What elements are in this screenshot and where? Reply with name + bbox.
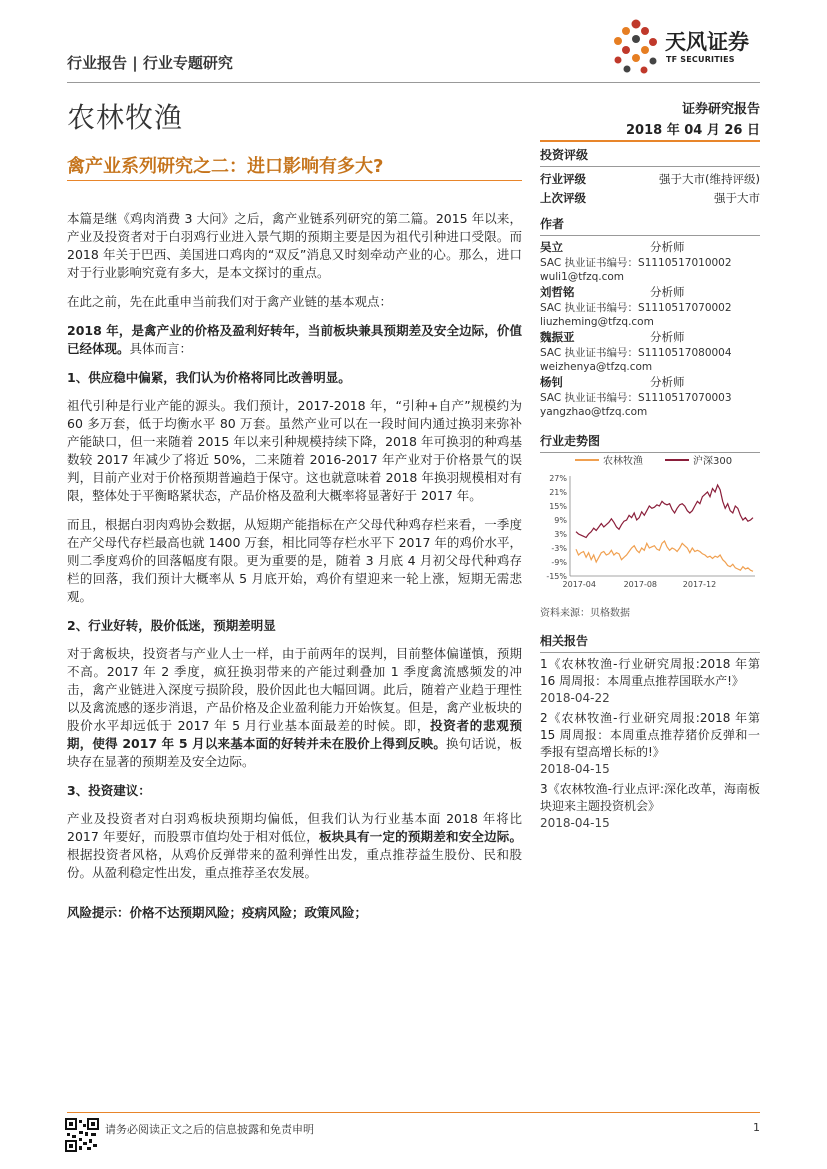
- core-view-bold: 2018 年，是禽产业的价格及盈利好转年，当前板块兼具预期差及安全边际，价值已经体现。: [67, 323, 522, 356]
- paragraph-lead: 在此之前，先在此重申当前我们对于禽产业链的基本观点：: [67, 294, 393, 309]
- rating-head: 投资评级: [540, 146, 760, 167]
- paragraph-supply: 祖代引种是行业产能的源头。我们预计，2017-2018 年，“引种+自产”规模约为 60 多万套，低于均衡水平 80 万套。虽然产业可以在一段时间内通过换羽来弥补产能缺口，但一来随着 2015 年以来引种规模持续下降，2018 年可换羽的种鸡基数较 2017 年减少了将近 50%，二来随着 2016-2017 年产业对于价格景气的误判，目前产业对于价格预期普遍趋于保守。这也就意味着 2018 年换羽规模相对有限，整体处于平衡略紧状态，产品价格及盈利大概率将显著好于 2017 年。: [67, 398, 522, 503]
- paragraph-capacity: 而且，根据白羽肉鸡协会数据，从短期产能指标在产父母代种鸡存栏来看，一季度在产父母代存栏最高也就 1400 万套，相比同等存栏水平下 2017 年的鸡价水平，则二季度鸡价的回落幅度有限。更为重要的是，随着 3 月底 4 月初父母代种鸡存栏的回落，我们预计大概率从 5 月底开始，鸡价有望迎来一轮上涨，短期无需悲观。: [67, 517, 522, 604]
- related-report-item[interactable]: [540, 656, 760, 707]
- author-entry: [540, 374, 760, 419]
- section-heading-2: 2、行业好转，股价低迷，预期差明显: [67, 618, 276, 633]
- footer-disclaimer: 请务必阅读正文之后的信息披露和免责申明: [105, 1123, 314, 1136]
- page-number: 1: [753, 1121, 760, 1134]
- related-reports: [540, 632, 760, 832]
- related-report-date: 2018-04-15: [540, 816, 610, 830]
- report-type: 证券研究报告: [681, 102, 760, 117]
- footer-divider: [67, 1112, 760, 1113]
- related-report-title[interactable]: 2《农林牧渔-行业研究周报:2018 年第 15 周周报：本周重点推荐猪价反弹和一季报有望高增长标的!》: [540, 711, 760, 759]
- legend-label: 沪深300: [693, 456, 733, 467]
- section-heading-1: 1、供应稳中偏紧，我们认为价格将同比改善明显。: [67, 370, 351, 385]
- trend-head: 行业走势图: [540, 432, 760, 453]
- rating-row: [540, 170, 760, 189]
- related-report-title[interactable]: 1《农林牧渔-行业研究周报:2018 年第 16 周周报：本周重点推荐国联水产!》: [540, 657, 760, 688]
- related-report-item[interactable]: [540, 710, 760, 778]
- x-tick-label: 2017-12: [682, 580, 717, 589]
- paragraph-core-view: [67, 322, 522, 358]
- related-report-item[interactable]: [540, 781, 760, 832]
- author-name: 刘哲铭: [540, 285, 575, 299]
- recommendation-text-a: 产业及投资者对白羽鸡板块预期均偏低，但我们认为行业基本面 2018 年将比 2017 年要好，而股票市值均处于相对低位，: [67, 811, 522, 844]
- trend-chart: [540, 450, 760, 600]
- author-entry: [540, 284, 760, 329]
- author-role: 分析师: [650, 285, 685, 299]
- author-sac: SAC 执业证书编号：S1110517070002: [540, 302, 732, 314]
- risk-warning: 风险提示：价格不达预期风险；疫病风险；政策风险；: [67, 905, 368, 920]
- rating-block: [540, 146, 760, 208]
- chart-source: 资料来源：贝格数据: [540, 608, 630, 619]
- y-tick-label: 15%: [549, 502, 567, 511]
- rating-value: 强于大市: [714, 191, 760, 205]
- series-line: [576, 485, 753, 538]
- y-tick-label: -3%: [551, 544, 567, 553]
- y-tick-label: 3%: [554, 530, 567, 539]
- rating-key: 行业评级: [540, 172, 586, 186]
- author-email[interactable]: weizhenya@tfzq.com: [540, 361, 653, 373]
- qr-code-icon: [65, 1118, 99, 1152]
- report-tag: 行业报告 | 行业专题研究: [67, 54, 233, 72]
- author-role: 分析师: [650, 375, 685, 389]
- core-view-tail: 具体而言：: [129, 341, 193, 356]
- legend-label: 农林牧渔: [603, 456, 643, 467]
- paragraph-intro: 本篇是继《鸡肉消费 3 大问》之后，禽产业链系列研究的第二篇。2015 年以来，产业及投资者对于白羽鸡行业进入景气期的预期主要是因为祖代引种进口受限。而 2018 年关于巴西、美国进口鸡肉的“双反”消息又时刻牵动产业的心。那么，进口对于行业影响究竟有多大，是本文探讨的重点。: [67, 211, 522, 280]
- logo-name-cn: 天风证券: [665, 30, 749, 54]
- report-title: 禽产业系列研究之二：进口影响有多大?: [67, 156, 384, 177]
- x-tick-label: 2017-08: [623, 580, 658, 589]
- author-email[interactable]: liuzheming@tfzq.com: [540, 316, 654, 328]
- author-sac: SAC 执业证书编号：S1110517080004: [540, 347, 732, 359]
- report-date: 2018 年 04 月 26 日: [626, 123, 760, 138]
- sidebar-accent-bar: [540, 140, 760, 142]
- rating-value: 强于大市(维持评级): [659, 172, 760, 186]
- author-entry: [540, 239, 760, 284]
- expectation-text-a: 对于禽板块，投资者与产业人士一样，由于前两年的误判，目前整体偏谨慎，预期不高。2017 年 2 季度，疯狂换羽带来的产能过剩叠加 1 季度禽流感频发的冲击，禽产业链进入深度亏损阶段，股价因此也大幅回调。此后，随着产业趋于理性以及禽流感的逐步消退，产品价格及企业盈利能力开始恢复。但是，禽产业板块的股价水平却远低于 2017 年 5 月行业基本面最差的时候。即，: [67, 646, 522, 733]
- company-logo: [612, 18, 762, 78]
- related-report-title[interactable]: 3《农林牧渔-行业点评:深化改革，海南板块迎来主题投资机会》: [540, 782, 761, 813]
- y-tick-label: -9%: [551, 558, 567, 567]
- related-report-date: 2018-04-22: [540, 691, 610, 705]
- authors-block: [540, 215, 760, 419]
- author-role: 分析师: [650, 330, 685, 344]
- y-tick-label: 9%: [554, 516, 567, 525]
- authors-head: 作者: [540, 215, 760, 236]
- logo-name-en: TF SECURITIES: [666, 55, 735, 64]
- author-role: 分析师: [650, 240, 685, 254]
- y-tick-label: 21%: [549, 488, 567, 497]
- author-email[interactable]: wuli1@tfzq.com: [540, 271, 625, 283]
- expectation-text-c: 换句话说，板块存在显著的预期差及安全边际。: [67, 736, 522, 769]
- paragraph-recommendation: [67, 810, 522, 882]
- author-entry: [540, 329, 760, 374]
- author-name: 吴立: [540, 240, 563, 254]
- recommendation-bold: 板块具有一定的预期差和安全边际。: [318, 829, 522, 844]
- header-divider: [67, 82, 760, 83]
- author-email[interactable]: yangzhao@tfzq.com: [540, 406, 648, 418]
- section-heading-3: 3、投资建议：: [67, 783, 151, 798]
- y-tick-label: -15%: [546, 572, 567, 581]
- main-body: [67, 210, 522, 933]
- title-divider: [67, 180, 522, 181]
- author-sac: SAC 执业证书编号：S1110517010002: [540, 257, 732, 269]
- y-tick-label: 27%: [549, 474, 567, 483]
- related-report-date: 2018-04-15: [540, 762, 610, 776]
- author-name: 杨钊: [540, 375, 563, 389]
- recommendation-text-c: 根据投资者风格，从鸡价反弹带来的盈利弹性出发，重点推荐益生股份、民和股份。从盈利稳定性出发，重点推荐圣农发展。: [67, 847, 522, 880]
- author-name: 魏振亚: [540, 330, 575, 344]
- expectation-bold: 投资者的悲观预期，使得 2017 年 5 月以来基本面的好转并未在股价上得到反映。: [67, 718, 522, 751]
- rating-key: 上次评级: [540, 191, 586, 205]
- x-tick-label: 2017-04: [562, 580, 596, 589]
- author-sac: SAC 执业证书编号：S1110517070003: [540, 392, 732, 404]
- paragraph-expectation: [67, 645, 522, 771]
- rating-row: [540, 189, 760, 208]
- logo-dots-icon: [612, 18, 662, 78]
- sector-title: 农林牧渔: [67, 101, 184, 134]
- series-line: [576, 541, 753, 571]
- related-head: 相关报告: [540, 632, 760, 653]
- trend-chart-svg: [540, 450, 760, 600]
